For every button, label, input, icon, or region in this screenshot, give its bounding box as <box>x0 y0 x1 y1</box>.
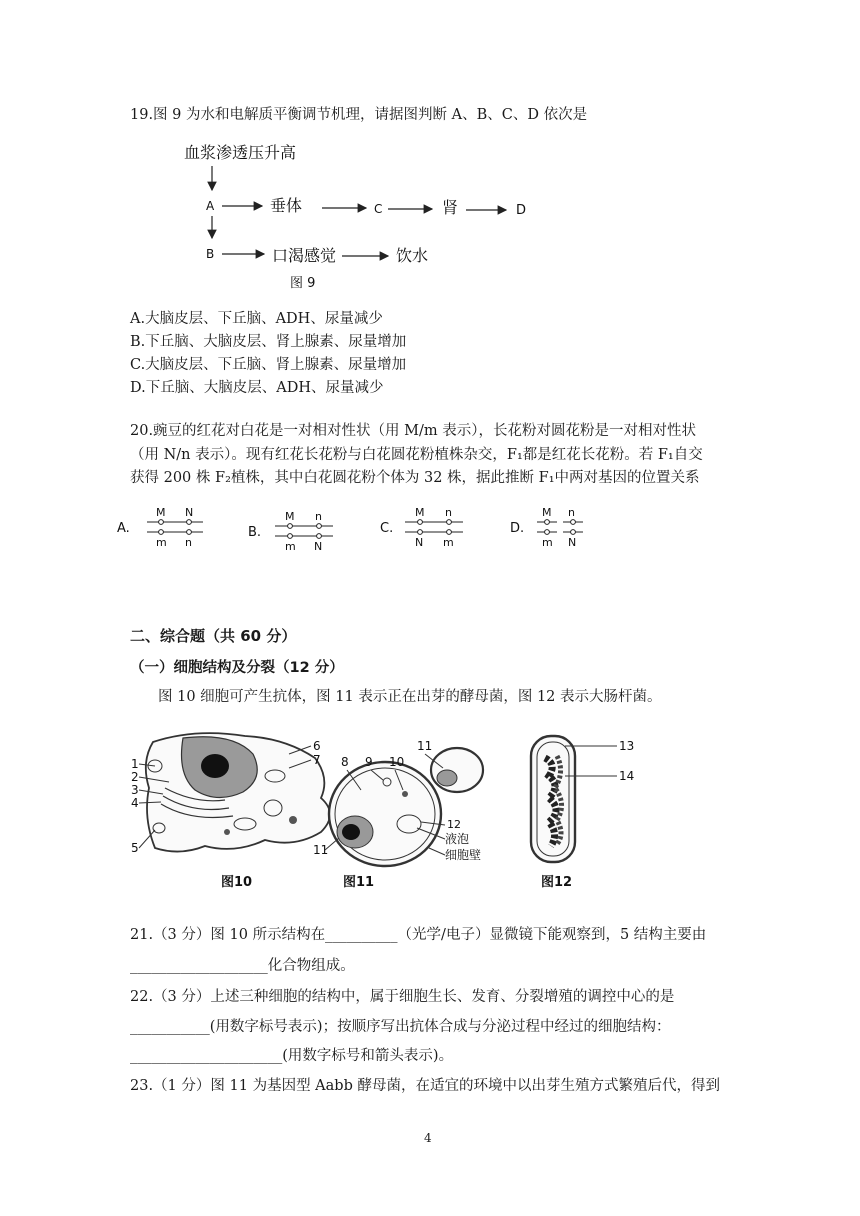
fig9-thirst: 口渴感觉 <box>272 246 337 265</box>
section-2-intro: 图 10 细胞可产生抗体，图 11 表示正在出芽的酵母菌，图 12 表示大肠杆菌。 <box>158 689 662 705</box>
q20-option-a-chromosomes <box>147 506 203 549</box>
figure-10-cell <box>131 733 330 890</box>
q23-line-1: 23.（1 分）图 11 为基因型 Aabb 酵母菌，在适宜的环境中以出芽生殖方式繁殖后代，得到 <box>130 1078 720 1094</box>
fig11-label-11-top: 11 <box>417 739 433 753</box>
q21-line-1: 21.（3 分）图 10 所示结构在__________（光学/电子）显微镜下能观察到，5 结构主要由 <box>130 927 707 943</box>
fig9-node-b: B <box>206 247 215 261</box>
fig10-label-1: 1 <box>131 757 139 771</box>
fig11-wall-label: 细胞壁 <box>445 848 482 862</box>
svg-text:N: N <box>185 506 194 519</box>
q20-option-c-chromosomes <box>405 506 463 549</box>
svg-text:M: M <box>415 506 425 519</box>
fig12-label-13: 13 <box>619 739 635 753</box>
svg-text:M: M <box>156 506 166 519</box>
fig11-caption: 图11 <box>343 875 375 890</box>
fig10-label-7: 7 <box>313 753 321 767</box>
fig9-top-label: 血浆渗透压升高 <box>184 143 297 162</box>
section-2-title: 二、综合题（共 60 分） <box>130 627 297 645</box>
fig11-vacuole-label: 液泡 <box>445 832 470 846</box>
svg-text:M: M <box>542 506 552 519</box>
fig9-node-d: D <box>516 203 527 218</box>
figures-10-11-12 <box>125 728 685 896</box>
q21-line-2: ___________________化合物组成。 <box>130 958 355 974</box>
svg-text:m: m <box>156 536 167 549</box>
svg-text:N: N <box>568 536 577 549</box>
q20-option-d-label: D. <box>510 521 525 536</box>
svg-text:M: M <box>285 510 295 523</box>
fig10-label-6: 6 <box>313 739 321 753</box>
q19-stem: 19.图 9 为水和电解质平衡调节机理，请据图判断 A、B、C、D 依次是 <box>130 107 588 123</box>
q20-option-a-label: A. <box>117 521 130 536</box>
fig11-label-11-bottom: 11 <box>313 843 329 857</box>
fig10-label-5: 5 <box>131 841 139 855</box>
svg-text:N: N <box>314 540 323 553</box>
q19-option-c: C.大脑皮层、下丘脑、肾上腺素、尿量增加 <box>130 357 407 373</box>
fig11-label-12: 12 <box>447 818 461 831</box>
svg-text:n: n <box>315 510 322 523</box>
fig9-pituitary: 垂体 <box>270 196 303 215</box>
svg-text:m: m <box>285 540 296 553</box>
fig9-kidney: 肾 <box>442 198 459 217</box>
svg-text:n: n <box>568 506 575 519</box>
q20-line-1: 20.豌豆的红花对白花是一对相对性状（用 M/m 表示），长花粉对圆花粉是一对相对性状 <box>130 423 697 439</box>
svg-text:m: m <box>542 536 553 549</box>
svg-text:n: n <box>185 536 192 549</box>
page-number: 4 <box>424 1131 432 1145</box>
fig9-caption: 图 9 <box>290 276 316 291</box>
q19-option-b: B.下丘脑、大脑皮层、肾上腺素、尿量增加 <box>130 334 407 350</box>
q22-line-3: _____________________(用数字标号和箭头表示)。 <box>130 1048 454 1064</box>
q20-option-c-label: C. <box>380 521 394 536</box>
fig9-node-c: C <box>374 202 383 216</box>
q19-option-d: D.下丘脑、大脑皮层、ADH、尿量减少 <box>130 380 384 396</box>
q20-options-diagram <box>115 500 595 556</box>
fig10-label-3: 3 <box>131 783 139 797</box>
fig11-label-10: 10 <box>389 755 405 769</box>
q20-option-b-chromosomes <box>275 510 333 553</box>
q20-option-d-chromosomes <box>537 506 583 549</box>
fig12-label-14: 14 <box>619 769 635 783</box>
figure-9-diagram <box>170 132 550 292</box>
q22-line-2: ___________(用数字标号表示)；按顺序写出抗体合成与分泌过程中经过的细胞结构： <box>130 1019 671 1035</box>
q22-line-1: 22.（3 分）上述三种细胞的结构中，属于细胞生长、发育、分裂增殖的调控中心的是 <box>130 989 675 1005</box>
svg-text:N: N <box>415 536 424 549</box>
q19-option-a: A.大脑皮层、下丘脑、ADH、尿量减少 <box>130 311 383 327</box>
svg-text:n: n <box>445 506 452 519</box>
fig10-caption: 图10 <box>221 875 253 890</box>
fig9-node-a: A <box>206 199 215 213</box>
part-1-title: （一）细胞结构及分裂（12 分） <box>130 660 344 676</box>
q20-option-b-label: B. <box>248 525 262 540</box>
fig12-caption: 图12 <box>541 875 573 890</box>
fig11-label-8: 8 <box>341 755 349 769</box>
figure-12-ecoli <box>531 736 634 890</box>
fig10-label-4: 4 <box>131 796 139 810</box>
q20-line-3: 获得 200 株 F₂植株，其中白花圆花粉个体为 32 株，据此推断 F₁中两对基因的位置关系 <box>130 470 700 486</box>
fig10-label-2: 2 <box>131 770 139 784</box>
figure-11-yeast <box>313 739 483 890</box>
fig11-label-9: 9 <box>365 755 373 769</box>
svg-text:m: m <box>443 536 454 549</box>
fig9-drink: 饮水 <box>396 246 429 265</box>
q20-line-2: （用 N/n 表示）。现有红花长花粉与白花圆花粉植株杂交，F₁都是红花长花粉。若 F₁自交 <box>130 447 703 463</box>
